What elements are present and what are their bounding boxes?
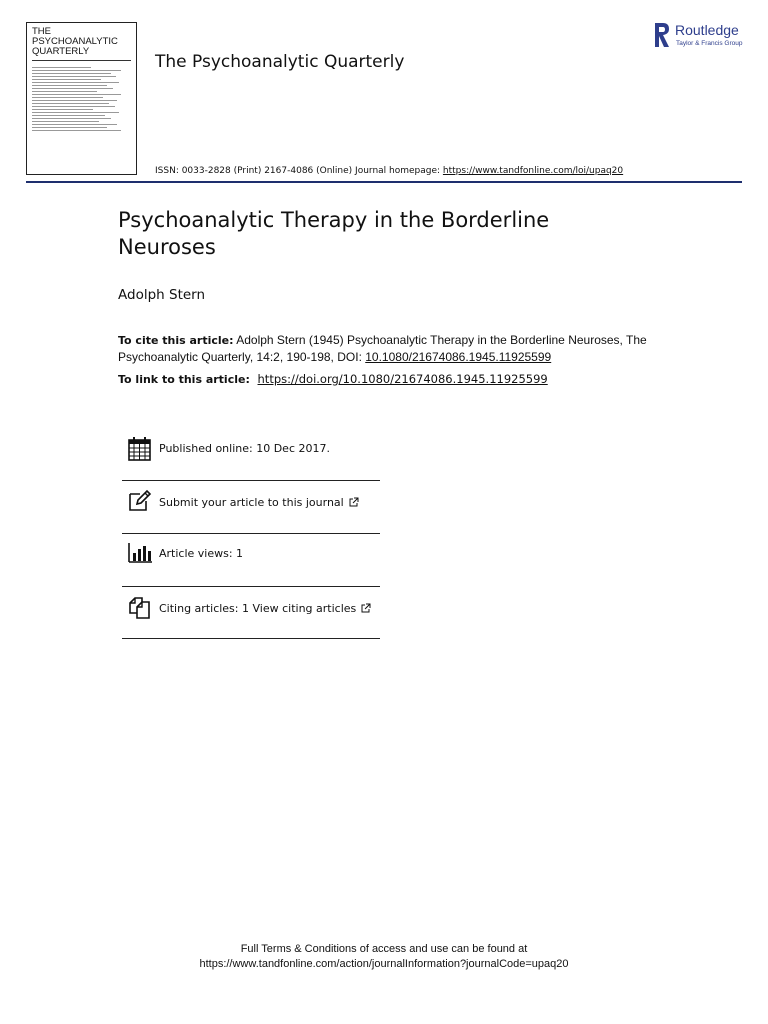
issn-line — [155, 166, 623, 176]
journal-cover-thumbnail — [26, 22, 137, 175]
cover-rule — [32, 60, 131, 61]
citation-block — [118, 332, 678, 365]
footer — [0, 942, 768, 972]
cover-title-line: THE — [32, 26, 51, 37]
submit-article-text: Submit your article to this journal — [159, 496, 344, 509]
cover-title-line: QUARTERLY — [32, 46, 90, 57]
article-link-line — [118, 372, 548, 386]
published-online-text: Published online: 10 Dec 2017. — [159, 442, 330, 455]
publisher-name: Routledge — [675, 22, 739, 38]
external-link-icon — [349, 497, 359, 507]
cite-label: To cite this article: — [118, 334, 234, 347]
citing-articles-row[interactable] — [122, 592, 380, 645]
edit-icon — [127, 488, 153, 514]
calendar-icon — [127, 436, 153, 462]
row-divider — [122, 638, 380, 639]
publisher-subtitle: Taylor & Francis Group — [676, 40, 743, 47]
journal-title: The Psychoanalytic Quarterly — [155, 52, 405, 72]
published-online-row — [122, 436, 380, 489]
issn-text: ISSN: 0033-2828 (Print) 2167-4086 (Online) Journal homepage: — [155, 166, 443, 176]
citing-articles-text: Citing articles: 1 View citing articles — [159, 602, 357, 615]
link-label: To link to this article: — [118, 373, 254, 386]
submit-article-row[interactable] — [122, 486, 380, 539]
footer-terms-url[interactable]: https://www.tandfonline.com/action/journalInformation?journalCode=upaq20 — [199, 958, 569, 970]
article-title: Psychoanalytic Therapy in the Borderline Neuroses — [118, 208, 550, 259]
article-views-row — [122, 539, 380, 592]
footer-terms-text: Full Terms & Conditions of access and use can be found at — [240, 943, 528, 955]
cover-title-line: PSYCHOANALYTIC — [32, 36, 118, 47]
bar-chart-icon — [127, 541, 153, 567]
cite-text: Adolph Stern (1945) Psychoanalytic Therapy in the Borderline Neuroses, The Psychoanalytic Quarterly, 14:2, 190-198, DOI: — [118, 333, 647, 364]
article-author: Adolph Stern — [118, 287, 206, 303]
header-divider — [26, 181, 742, 183]
journal-homepage-link[interactable]: https://www.tandfonline.com/loi/upaq20 — [442, 166, 624, 176]
article-doi-url-link[interactable]: https://doi.org/10.1080/21674086.1945.11925599 — [257, 372, 548, 386]
submit-article-link[interactable] — [159, 496, 359, 509]
routledge-logo — [653, 20, 748, 54]
doi-link[interactable]: 10.1080/21674086.1945.11925599 — [365, 350, 552, 364]
citing-articles-link[interactable] — [159, 602, 371, 615]
row-divider — [122, 586, 380, 587]
row-divider — [122, 533, 380, 534]
routledge-r-icon — [653, 21, 671, 49]
row-divider — [122, 480, 380, 481]
external-link-icon — [361, 603, 371, 613]
article-views-text: Article views: 1 — [159, 547, 244, 560]
cover-contents-lines — [32, 67, 131, 131]
citing-articles-icon — [127, 595, 153, 621]
